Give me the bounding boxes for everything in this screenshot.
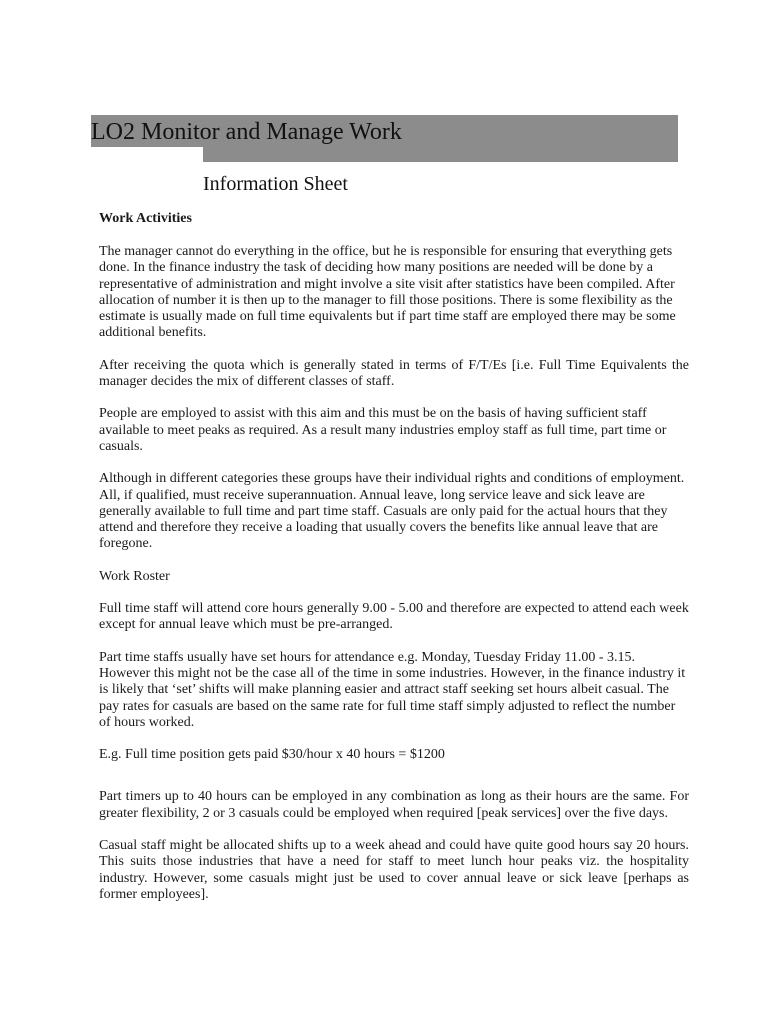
work-activities-heading: Work Activities	[99, 211, 192, 226]
information-sheet-subtitle: Information Sheet	[203, 173, 348, 195]
paragraph-full-time-hours: Full time staff will attend core hours generally 9.00 - 5.00 and therefore are expected to attend each week except for annual leave which must be pre-arranged.	[99, 601, 689, 633]
work-roster-heading: Work Roster	[99, 568, 170, 584]
header-band-lower	[203, 147, 678, 162]
paragraph-part-timers: Part timers up to 40 hours can be employed in any combination as long as their hours are the same. For greater flexibility, 2 or 3 casuals could be employed when required [peak services] over the five days.	[99, 789, 689, 821]
paragraph-manager-responsibility: The manager cannot do everything in the office, but he is responsible for ensuring that everything gets done. In the finance industry the task of deciding how many positions are needed will be done by a representative of administration and might involve a site visit after statistics have been compiled. After allocation of number it is then up to the manager to fill those positions. There is some flexibility as the estimate is usually made on full time equivalents but if part time staff are employed there may be some additional benefits.	[99, 244, 676, 341]
pay-example: E.g. Full time position gets paid $30/hour x 40 hours = $1200	[99, 747, 445, 763]
document-title: LO2 Monitor and Manage Work	[91, 119, 402, 145]
paragraph-employment-conditions: Although in different categories these groups have their individual rights and conditions of employment. All, if qualified, must receive superannuation. Annual leave, long service leave and sick leave are generally available to full time and part time staff. Casuals are only paid for the actual hours that they attend and therefore they receive a loading that usually covers the benefits like annual leave that are foregone.	[99, 471, 685, 552]
document-body	[99, 210, 689, 919]
paragraph-staff-peaks: People are employed to assist with this aim and this must be on the basis of having sufficient staff available to meet peaks as required. As a result many industries employ staff as full time, part time or casuals.	[99, 406, 667, 454]
paragraph-quota: After receiving the quota which is generally stated in terms of F/T/Es [i.e. Full Time Equivalents the manager decides the mix of different classes of staff.	[99, 357, 689, 390]
paragraph-casual-staff: Casual staff might be allocated shifts up to a week ahead and could have quite good hours say 20 hours. This suits those industries that have a need for staff to meet lunch hour peaks viz. the hospitality industry. However, some casuals might just be used to cover annual leave or sick leave [perhaps as former employees].	[99, 838, 689, 902]
paragraph-part-time-hours: Part time staffs usually have set hours for attendance e.g. Monday, Tuesday Friday 11.00 - 3.15. However this might not be the case all of the time in some industries. However, in the finance industry it is likely that ‘set’ shifts will make planning easier and attract staff seeking set hours albeit casual. The pay rates for casuals are based on the same rate for full time staff simply adjusted to reflect the number of hours worked.	[99, 649, 686, 730]
